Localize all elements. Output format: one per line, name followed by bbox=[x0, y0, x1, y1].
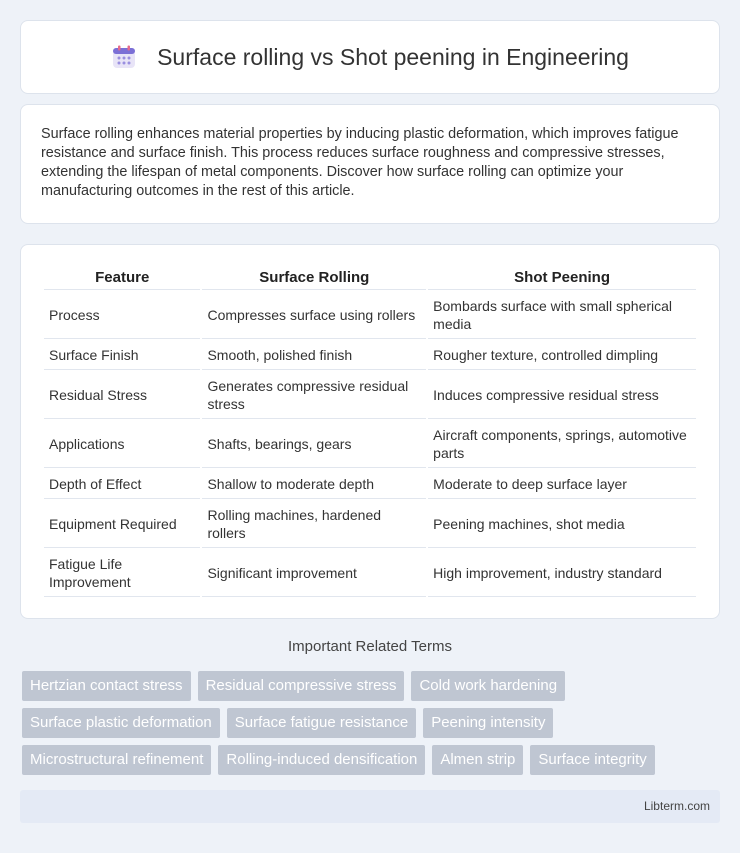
term-tag[interactable]: Cold work hardening bbox=[411, 671, 565, 701]
table-cell: Shafts, bearings, gears bbox=[202, 421, 426, 468]
table-row bbox=[44, 550, 696, 597]
table-row bbox=[44, 501, 696, 548]
term-tag[interactable]: Almen strip bbox=[432, 745, 523, 775]
footer bbox=[20, 790, 720, 823]
term-tag[interactable]: Residual compressive stress bbox=[198, 671, 405, 701]
table-cell: Shallow to moderate depth bbox=[202, 470, 426, 499]
term-tag[interactable]: Surface integrity bbox=[530, 745, 654, 775]
table-row bbox=[44, 372, 696, 419]
comparison-card bbox=[20, 244, 720, 619]
column-header-surface-rolling: Surface Rolling bbox=[202, 267, 426, 290]
table-cell: Rougher texture, controlled dimpling bbox=[428, 341, 696, 370]
table-cell: Generates compressive residual stress bbox=[202, 372, 426, 419]
comparison-table bbox=[42, 265, 698, 599]
table-cell: Aircraft components, springs, automotive parts bbox=[428, 421, 696, 468]
table-cell: Residual Stress bbox=[44, 372, 200, 419]
term-tag[interactable]: Surface plastic deformation bbox=[22, 708, 220, 738]
table-cell: Induces compressive residual stress bbox=[428, 372, 696, 419]
calendar-icon bbox=[111, 44, 137, 70]
table-cell: Significant improvement bbox=[202, 550, 426, 597]
term-tag[interactable]: Peening intensity bbox=[423, 708, 553, 738]
column-header-feature: Feature bbox=[44, 267, 200, 290]
table-cell: Compresses surface using rollers bbox=[202, 292, 426, 339]
table-cell: Peening machines, shot media bbox=[428, 501, 696, 548]
intro-text: Surface rolling enhances material properties by inducing plastic deformation, which improves fatigue resistance and surface finish. This process reduces surface roughness and compressive stresses, extending the lifespan of metal components. Discover how surface rolling can optimize your manufacturing outcomes in the rest of this article. bbox=[41, 126, 679, 199]
related-terms-heading: Important Related Terms bbox=[288, 638, 452, 655]
table-row bbox=[44, 421, 696, 468]
table-cell: Applications bbox=[44, 421, 200, 468]
table-cell: Surface Finish bbox=[44, 341, 200, 370]
table-cell: Process bbox=[44, 292, 200, 339]
term-tag[interactable]: Surface fatigue resistance bbox=[227, 708, 416, 738]
table-cell: Bombards surface with small spherical media bbox=[428, 292, 696, 339]
table-cell: Fatigue Life Improvement bbox=[44, 550, 200, 597]
intro-card bbox=[20, 104, 720, 224]
term-tag[interactable]: Rolling-induced densification bbox=[218, 745, 425, 775]
table-row bbox=[44, 470, 696, 499]
page-title: Surface rolling vs Shot peening in Engineering bbox=[157, 43, 629, 70]
table-cell: Equipment Required bbox=[44, 501, 200, 548]
related-terms-list bbox=[22, 671, 722, 782]
title-card bbox=[20, 20, 720, 94]
table-cell: Depth of Effect bbox=[44, 470, 200, 499]
table-cell: Rolling machines, hardened rollers bbox=[202, 501, 426, 548]
term-tag[interactable]: Hertzian contact stress bbox=[22, 671, 191, 701]
term-tag[interactable]: Microstructural refinement bbox=[22, 745, 211, 775]
column-header-shot-peening: Shot Peening bbox=[428, 267, 696, 290]
footer-brand-link[interactable]: Libterm.com bbox=[643, 799, 710, 813]
table-row bbox=[44, 292, 696, 339]
table-cell: Moderate to deep surface layer bbox=[428, 470, 696, 499]
table-cell: Smooth, polished finish bbox=[202, 341, 426, 370]
table-row bbox=[44, 341, 696, 370]
table-cell: High improvement, industry standard bbox=[428, 550, 696, 597]
table-header-row bbox=[44, 267, 696, 290]
